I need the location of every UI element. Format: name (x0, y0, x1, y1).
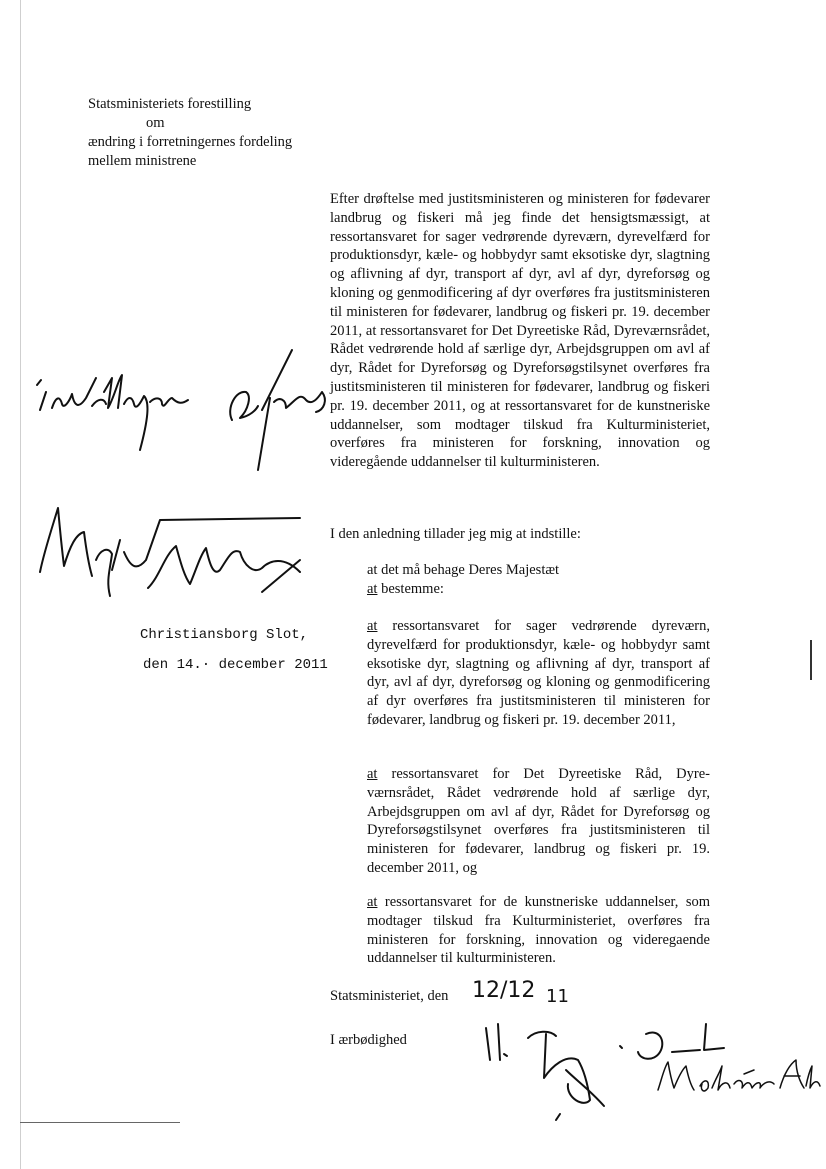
heading-line-2: om (146, 115, 165, 131)
regards-line: I ærbødighed (330, 1032, 407, 1048)
handwritten-date: 12/12 (472, 978, 536, 1003)
item-2-at: at (367, 766, 378, 782)
proposal-sentence: I den anledning tillader jeg mig at indstille: (330, 526, 581, 542)
behage-at: at (367, 580, 378, 597)
item-3-at: at (367, 894, 378, 910)
intro-paragraph: Efter drøftelse med justitsministeren og ministeren for fødevarer landbrug og fiskeri må jeg finde det hensigtsmæssigt, at ressortansvaret for sager vedrørende dyreværn, dyrevelfærd for produktionsdyr, kæle- og hobbydyr samt eksotiske dyr, slagtning og aflivning af dyr, transport af dyr, avl af dyr, dyreforsøg og kloning og genmodificering af dyr overføres fra justitsministeren til ministeren for fødevarer, landbrug og fiskeri pr. 19. december 2011, at ressortansvaret for Det Dyreetiske Råd, Dyreværnsrådet, Rådet vedrørende hold af særlige dyr, Arbejdsgruppen om avl af dyr, Rådet for Dyreforsøg og Dyreforsøgstilsynet overføres fra justitsministeren til ministeren for fødevarer, landbrug og fiskeri pr. 19. december 2011, og at ressortansvaret for de kunstneriske uddannelser, som modtager tilskud fra Kulturministeriet, overføres fra ministeren for forskning, innovation og videregående uddannelser til kulturministeren. (330, 191, 710, 471)
item-1-at: at (367, 618, 378, 634)
ministry-date-label: Statsministeriet, den (330, 988, 449, 1004)
minister-signature (658, 1060, 820, 1091)
item-1-text: ressortansvaret for sager vedrørende dyreværn, dyrevelfærd for produktionsdyr, kæle- og hobbydyr samt eksotiske dyr, slagtning og aflivning af dyr, transport af dyr, avl af dyr, dyreforsøg og kloning og genmodificering af dyr overføres fra justitsministeren til ministeren for fødevarer, landbrug og fiskeri pr. 19. december 2011, (367, 618, 710, 728)
behage-line-1: at det må behage Deres Majestæt (367, 562, 560, 578)
heading-line-1: Statsministeriets forestilling (88, 96, 252, 112)
behage-bestemme: bestemme: (377, 580, 444, 597)
handwritten-year: 11 (546, 986, 569, 1007)
prime-minister-signature (486, 1024, 724, 1120)
heading-line-4: mellem ministrene (88, 153, 197, 169)
royal-signature (40, 508, 300, 596)
handwritten-approval-signature (37, 350, 325, 470)
item-3-text: ressortansvaret for de kunstneriske uddannelser, som modtager tilskud fra Kulturministeriet, overføres fra ministeren for forskning, innovation og videregaende uddannelser til kulturministeren. (367, 894, 710, 967)
place-date-line: den 14.· december 2011 (143, 657, 328, 673)
heading-line-3: ændring i forretningernes fordeling (88, 134, 293, 150)
item-2-text: ressortansvaret for Det Dyreetiske Råd, Dyreværnsrådet, Rådet vedrørende hold af særlige dyr, Arbejdsgruppen om avl af dyr, Rådet for Dyreforsøg og Dyreforsøgstilsynet overføres fra justitsministeren til ministeren for fødevarer, landbrug og fiskeri pr. 19. december 2011, og (367, 766, 710, 876)
place-line: Christiansborg Slot, (140, 627, 309, 643)
